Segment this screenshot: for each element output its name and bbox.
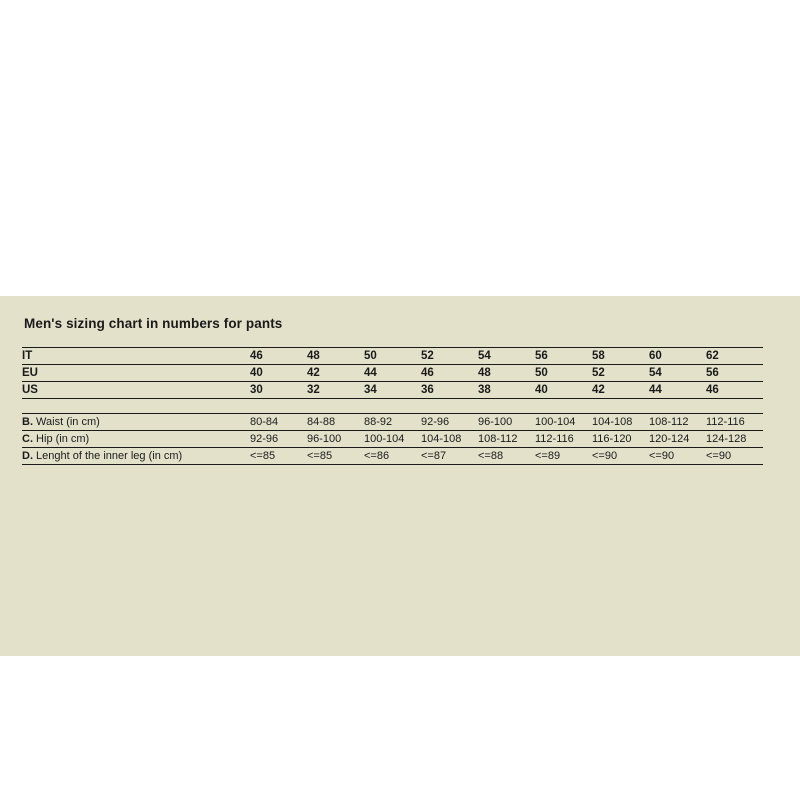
cell-it-8: 62 [706,348,763,365]
cell-eu-8: 56 [706,365,763,382]
row-text-waist: Waist (in cm) [33,416,100,428]
page-title: Men's sizing chart in numbers for pants [24,316,283,331]
cell-inner-leg-4: <=88 [478,448,535,465]
table-row-us [22,382,763,399]
cell-us-6: 42 [592,382,649,399]
cell-eu-6: 52 [592,365,649,382]
row-text-inner-leg: Lenght of the inner leg (in cm) [33,450,183,462]
cell-us-1: 32 [307,382,364,399]
cell-inner-leg-7: <=90 [649,448,706,465]
cell-inner-leg-0: <=85 [250,448,307,465]
cell-it-4: 54 [478,348,535,365]
cell-waist-5: 100-104 [535,414,592,431]
cell-inner-leg-2: <=86 [364,448,421,465]
row-prefix-waist: B. [22,416,33,428]
cell-waist-0: 80-84 [250,414,307,431]
cell-us-4: 38 [478,382,535,399]
table-row-hip [22,431,763,448]
cell-it-3: 52 [421,348,478,365]
cell-eu-2: 44 [364,365,421,382]
row-label-it: IT [22,348,250,365]
cell-hip-0: 92-96 [250,431,307,448]
cell-us-8: 46 [706,382,763,399]
cell-waist-4: 96-100 [478,414,535,431]
cell-waist-7: 108-112 [649,414,706,431]
row-prefix-inner-leg: D. [22,450,33,462]
cell-waist-8: 112-116 [706,414,763,431]
cell-eu-3: 46 [421,365,478,382]
row-label-hip [22,431,250,448]
row-label-eu: EU [22,365,250,382]
cell-hip-7: 120-124 [649,431,706,448]
cell-waist-6: 104-108 [592,414,649,431]
table-row-waist [22,414,763,431]
table-row-it [22,348,763,365]
cell-inner-leg-5: <=89 [535,448,592,465]
cell-it-2: 50 [364,348,421,365]
cell-inner-leg-6: <=90 [592,448,649,465]
cell-inner-leg-1: <=85 [307,448,364,465]
cell-it-1: 48 [307,348,364,365]
cell-us-3: 36 [421,382,478,399]
cell-eu-7: 54 [649,365,706,382]
cell-us-5: 40 [535,382,592,399]
cell-eu-1: 42 [307,365,364,382]
cell-it-7: 60 [649,348,706,365]
cell-hip-1: 96-100 [307,431,364,448]
cell-waist-3: 92-96 [421,414,478,431]
cell-it-0: 46 [250,348,307,365]
row-label-us: US [22,382,250,399]
cell-hip-3: 104-108 [421,431,478,448]
cell-eu-5: 50 [535,365,592,382]
cell-hip-6: 116-120 [592,431,649,448]
sizing-chart-panel [0,296,800,656]
table-row-inner-leg [22,448,763,465]
row-text-hip: Hip (in cm) [33,433,90,445]
cell-us-7: 44 [649,382,706,399]
cell-hip-2: 100-104 [364,431,421,448]
cell-us-2: 34 [364,382,421,399]
cell-inner-leg-3: <=87 [421,448,478,465]
sizing-table [22,347,763,465]
cell-it-6: 58 [592,348,649,365]
cell-eu-0: 40 [250,365,307,382]
row-prefix-hip: C. [22,433,33,445]
table-spacer [22,399,763,414]
cell-it-5: 56 [535,348,592,365]
cell-waist-1: 84-88 [307,414,364,431]
table-row-eu [22,365,763,382]
cell-eu-4: 48 [478,365,535,382]
cell-waist-2: 88-92 [364,414,421,431]
row-label-waist [22,414,250,431]
row-label-inner-leg [22,448,250,465]
cell-hip-5: 112-116 [535,431,592,448]
cell-inner-leg-8: <=90 [706,448,763,465]
cell-hip-8: 124-128 [706,431,763,448]
cell-us-0: 30 [250,382,307,399]
cell-hip-4: 108-112 [478,431,535,448]
